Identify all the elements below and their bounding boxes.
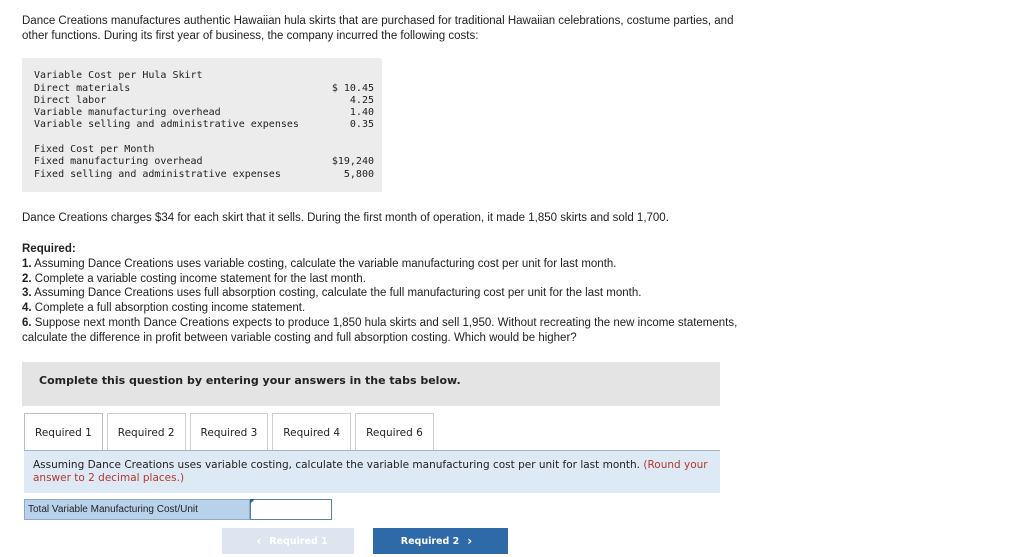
next-required-button[interactable] (373, 528, 508, 554)
tab-required-3[interactable]: Required 3 (190, 413, 269, 451)
prev-button-label: Required 1 (269, 535, 328, 547)
answer-label: Total Variable Manufacturing Cost/Unit (24, 499, 250, 520)
next-button-label: Required 2 (400, 535, 460, 547)
cost-table (22, 58, 382, 192)
fixed-cost-header: Fixed Cost per Month (34, 144, 155, 155)
pricing-paragraph: Dance Creations charges $34 for each skirt that it sells. During the first month of operation, it made 1,850 skirts and sold 1,700. (22, 212, 669, 224)
chevron-right-icon: › (467, 534, 473, 548)
required-item: 2. Complete a variable costing income statement for the last month. (22, 272, 366, 285)
tab-required-6[interactable]: Required 6 (355, 413, 434, 451)
cost-row-direct-materials: Direct materials $ 10.45 (34, 82, 374, 94)
intro-text: Dance Creations manufactures authentic Hawaiian hula skirts that are purchased for traditional Hawaiian celebrations, costume parties, and other functions. During its first year of business, the company incurred the following costs: (22, 15, 734, 42)
cost-row-direct-labor: Direct labor 4.25 (34, 94, 374, 106)
required-item: 3. Assuming Dance Creations uses full absorption costing, calculate the full manufacturing cost per unit for the last month. (22, 287, 642, 300)
variable-cost-header: Variable Cost per Hula Skirt (34, 70, 203, 81)
instruction-text: Complete this question by entering your answers in the tabs below. (39, 374, 461, 387)
cost-row-fixed-overhead: Fixed manufacturing overhead $19,240 (34, 156, 374, 168)
tab-required-1[interactable]: Required 1 (24, 413, 103, 451)
required-item: 6. Suppose next month Dance Creations expects to produce 1,850 hula skirts and sell 1,950. Without recreating the new income statements, calculate the difference in profit between variable costing and full absorption costing. Which would be higher? (22, 316, 738, 344)
prompt-text: Assuming Dance Creations uses variable costing, calculate the variable manufacturing cost per unit for last month. (33, 459, 644, 471)
required-heading: Required: (22, 243, 76, 255)
instruction-bar (22, 362, 720, 406)
cost-row-variable-selling: Variable selling and administrative expenses 0.35 (34, 119, 374, 131)
required-item: 1. Assuming Dance Creations uses variable costing, calculate the variable manufacturing cost per unit for last month. (22, 257, 617, 270)
prev-required-button[interactable] (222, 528, 354, 554)
variable-cost-input[interactable] (250, 499, 332, 520)
input-corner-marker (250, 499, 255, 504)
question-prompt (24, 451, 720, 493)
chevron-left-icon: ‹ (256, 534, 262, 548)
cost-row-fixed-selling: Fixed selling and administrative expenses 5,800 (34, 168, 374, 180)
required-list (22, 242, 762, 346)
rounding-note: (Round your answer to 2 decimal places.) (33, 459, 708, 484)
tab-required-2[interactable]: Required 2 (107, 413, 186, 451)
tab-bar (24, 413, 438, 451)
tab-required-4[interactable]: Required 4 (272, 413, 351, 451)
cost-row-variable-overhead: Variable manufacturing overhead 1.40 (34, 107, 374, 119)
answer-row (24, 499, 332, 520)
required-item: 4. Complete a full absorption costing income statement. (22, 302, 306, 315)
